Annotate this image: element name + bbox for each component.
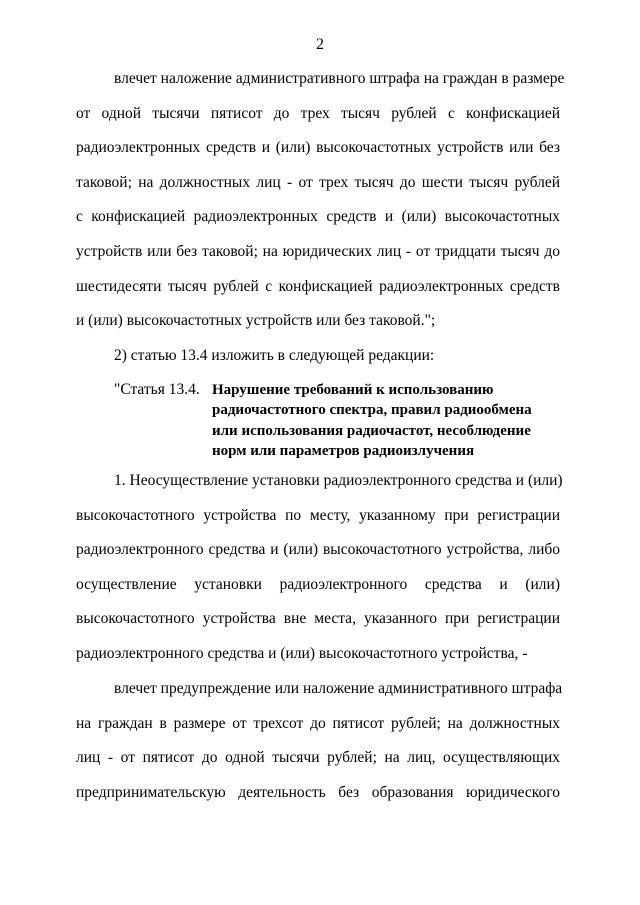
text-line: 1. Неосуществление установки радиоэлектронного средства и (или) <box>114 472 563 489</box>
text-line: устройств или без таковой; на юридических лиц - от тридцати тысяч до <box>76 242 560 260</box>
article-title <box>212 380 564 461</box>
text-line: высокочастотного устройства по месту, указанному при регистрации <box>76 506 560 524</box>
paragraph-part-1 <box>76 464 563 672</box>
paragraph-item-2 <box>76 339 560 374</box>
paragraph-penalty-warning <box>76 672 563 810</box>
text-line: радиоэлектронных средств и (или) высокочастотных устройств или без <box>76 139 560 157</box>
text-line: радиоэлектронного средства и (или) высокочастотного устройства, - <box>76 644 528 662</box>
text-line: таковой; на должностных лиц - от трех тысяч до шести тысяч рублей <box>76 173 560 191</box>
article-title-line: или использования радиочастот, несоблюдение <box>212 422 531 439</box>
text-line: осуществление установки радиоэлектронного средства и (или) <box>76 575 560 593</box>
text-line: от одной тысячи пятисот до трех тысяч рублей с конфискацией <box>76 104 560 122</box>
text-line: и (или) высокочастотных устройств или без таковой."; <box>76 312 436 330</box>
text-line: шестидесяти тысяч рублей с конфискацией радиоэлектронных средств <box>76 277 560 295</box>
text-line: лиц - от пятисот до одной тысячи рублей; на лиц, осуществляющих <box>76 749 560 767</box>
paragraph-penalty-citizens <box>76 62 565 339</box>
text-line: предпринимательскую деятельность без образования юридического <box>76 783 560 801</box>
article-title-line: Нарушение требований к использованию <box>212 382 494 398</box>
text-line: влечет предупреждение или наложение административного штрафа <box>114 680 563 697</box>
text-line: влечет наложение административного штрафа на граждан в размере <box>114 70 565 87</box>
text-line: с конфискацией радиоэлектронных средств и (или) высокочастотных <box>76 208 560 226</box>
text-line: радиоэлектронного средства и (или) высокочастотного устройства, либо <box>76 541 560 559</box>
article-title-line: радиочастотного спектра, правил радиообмена <box>212 402 532 419</box>
text-line: высокочастотного устройства вне места, указанного при регистрации <box>76 610 560 628</box>
article-label: "Статья 13.4. <box>114 381 200 398</box>
page-number: 2 <box>316 36 324 53</box>
article-title-line: норм или параметров радиоизлучения <box>212 442 475 459</box>
text-line: на граждан в размере от трехсот до пятисот рублей; на должностных <box>76 714 560 732</box>
text-line: 2) статью 13.4 изложить в следующей редакции: <box>114 347 435 364</box>
